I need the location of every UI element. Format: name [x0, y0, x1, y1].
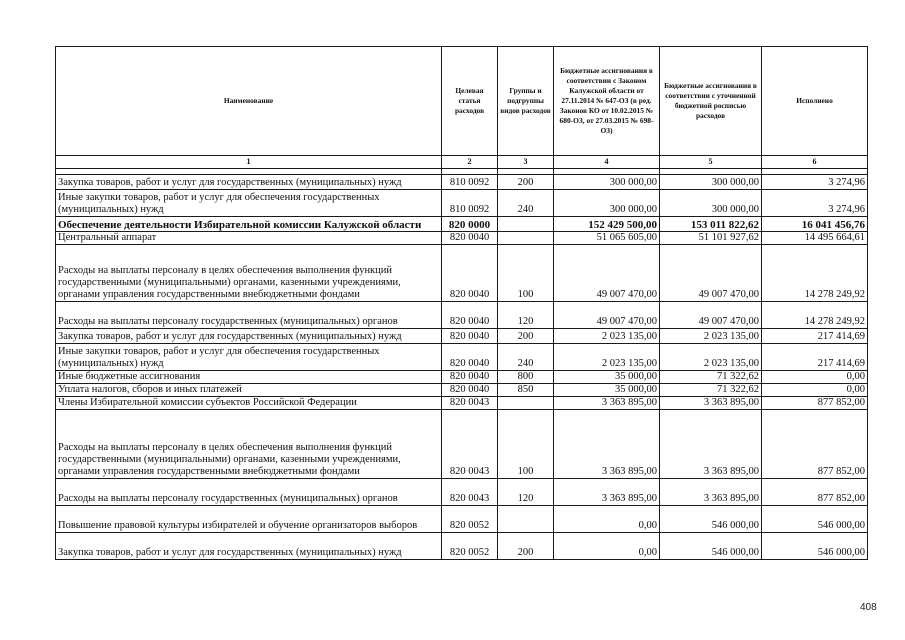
row-refined-allocation: 546 000,00 — [660, 506, 762, 533]
table-row — [56, 302, 868, 329]
budget-table — [55, 46, 868, 560]
table-row — [56, 410, 868, 479]
row-executed: 877 852,00 — [762, 479, 868, 506]
row-expense-group: 850 — [498, 384, 554, 397]
row-expense-group: 100 — [498, 410, 554, 479]
row-target-article: 820 0040 — [442, 245, 498, 302]
row-target-article: 820 0052 — [442, 506, 498, 533]
row-name: Расходы на выплаты персоналу в целях обеспечения выполнения функций государственными (муниципальными) органами, казенными учреждениями, органами управления государственными внебюджетными фондами — [56, 245, 442, 302]
row-name: Расходы на выплаты персоналу государственных (муниципальных) органов — [56, 479, 442, 506]
row-executed: 0,00 — [762, 371, 868, 384]
column-index: 2 — [442, 156, 498, 169]
row-expense-group: 240 — [498, 344, 554, 371]
row-law-allocation: 49 007 470,00 — [554, 302, 660, 329]
row-name: Расходы на выплаты персоналу государственных (муниципальных) органов — [56, 302, 442, 329]
row-law-allocation: 3 363 895,00 — [554, 397, 660, 410]
row-name: Центральный аппарат — [56, 232, 442, 245]
row-target-article: 820 0000 — [442, 217, 498, 232]
header-executed: Исполнено — [762, 47, 868, 156]
row-target-article: 810 0092 — [442, 190, 498, 217]
row-law-allocation: 0,00 — [554, 506, 660, 533]
row-law-allocation: 35 000,00 — [554, 384, 660, 397]
row-name: Уплата налогов, сборов и иных платежей — [56, 384, 442, 397]
table-row — [56, 533, 868, 560]
row-target-article: 820 0040 — [442, 302, 498, 329]
row-name: Закупка товаров, работ и услуг для государственных (муниципальных) нужд — [56, 329, 442, 344]
header-target-article: Целевая статья расходов — [442, 47, 498, 156]
column-index: 1 — [56, 156, 442, 169]
row-law-allocation: 2 023 135,00 — [554, 329, 660, 344]
row-law-allocation: 3 363 895,00 — [554, 410, 660, 479]
row-target-article: 820 0043 — [442, 410, 498, 479]
column-index: 4 — [554, 156, 660, 169]
table-row — [56, 329, 868, 344]
row-law-allocation: 300 000,00 — [554, 175, 660, 190]
header-name: Наименование — [56, 47, 442, 156]
row-executed: 546 000,00 — [762, 506, 868, 533]
column-index: 3 — [498, 156, 554, 169]
row-expense-group: 200 — [498, 533, 554, 560]
row-expense-group — [498, 217, 554, 232]
column-index: 6 — [762, 156, 868, 169]
header-refined-allocations: Бюджетные ассигнования в соответствии с уточненной бюджетной росписью расходов — [660, 47, 762, 156]
row-refined-allocation: 546 000,00 — [660, 533, 762, 560]
row-law-allocation: 2 023 135,00 — [554, 344, 660, 371]
row-target-article: 820 0052 — [442, 533, 498, 560]
row-refined-allocation: 71 322,62 — [660, 384, 762, 397]
row-refined-allocation: 49 007 470,00 — [660, 245, 762, 302]
table-row — [56, 371, 868, 384]
table-row — [56, 506, 868, 533]
row-law-allocation: 0,00 — [554, 533, 660, 560]
row-executed: 0,00 — [762, 384, 868, 397]
row-expense-group: 200 — [498, 175, 554, 190]
row-refined-allocation: 51 101 927,62 — [660, 232, 762, 245]
row-refined-allocation: 300 000,00 — [660, 190, 762, 217]
row-expense-group — [498, 506, 554, 533]
row-expense-group: 800 — [498, 371, 554, 384]
row-law-allocation: 35 000,00 — [554, 371, 660, 384]
row-law-allocation: 152 429 500,00 — [554, 217, 660, 232]
row-expense-group: 120 — [498, 302, 554, 329]
row-law-allocation: 51 065 605,00 — [554, 232, 660, 245]
table-row — [56, 479, 868, 506]
row-target-article: 820 0040 — [442, 329, 498, 344]
row-executed: 546 000,00 — [762, 533, 868, 560]
row-name: Иные бюджетные ассигнования — [56, 371, 442, 384]
row-executed: 3 274,96 — [762, 190, 868, 217]
row-executed: 877 852,00 — [762, 397, 868, 410]
table-row — [56, 344, 868, 371]
row-executed: 16 041 456,76 — [762, 217, 868, 232]
header-expense-group: Группы и подгруппы видов расходов — [498, 47, 554, 156]
row-name: Обеспечение деятельности Избирательной комиссии Калужской области — [56, 217, 442, 232]
table-row — [56, 175, 868, 190]
row-executed: 3 274,96 — [762, 175, 868, 190]
row-expense-group: 100 — [498, 245, 554, 302]
row-refined-allocation: 2 023 135,00 — [660, 329, 762, 344]
row-refined-allocation: 3 363 895,00 — [660, 479, 762, 506]
row-name: Повышение правовой культуры избирателей и обучение организаторов выборов — [56, 506, 442, 533]
table-row — [56, 245, 868, 302]
row-target-article: 820 0040 — [442, 344, 498, 371]
row-refined-allocation: 71 322,62 — [660, 371, 762, 384]
header-row — [56, 47, 868, 156]
row-expense-group: 200 — [498, 329, 554, 344]
row-expense-group: 120 — [498, 479, 554, 506]
page-number: 408 — [860, 602, 877, 613]
row-name: Расходы на выплаты персоналу в целях обеспечения выполнения функций государственными (муниципальными) органами, казенными учреждениями, органами управления государственными внебюджетными фондами — [56, 410, 442, 479]
row-executed: 217 414,69 — [762, 329, 868, 344]
column-index: 5 — [660, 156, 762, 169]
row-target-article: 810 0092 — [442, 175, 498, 190]
row-law-allocation: 300 000,00 — [554, 190, 660, 217]
row-refined-allocation: 153 011 822,62 — [660, 217, 762, 232]
row-executed: 14 495 664,61 — [762, 232, 868, 245]
row-refined-allocation: 300 000,00 — [660, 175, 762, 190]
row-executed: 877 852,00 — [762, 410, 868, 479]
row-name: Закупка товаров, работ и услуг для государственных (муниципальных) нужд — [56, 533, 442, 560]
row-executed: 217 414,69 — [762, 344, 868, 371]
table-row — [56, 384, 868, 397]
row-refined-allocation: 2 023 135,00 — [660, 344, 762, 371]
row-expense-group: 240 — [498, 190, 554, 217]
header-law-allocations: Бюджетные ассигнования в соответствии с Законом Калужской области от 27.11.2014 № 647-ОЗ (в ред. Законов КО от 10.02.2015 № 680-ОЗ, от 27.03.2015 № 698-ОЗ) — [554, 47, 660, 156]
row-executed: 14 278 249,92 — [762, 245, 868, 302]
row-expense-group — [498, 397, 554, 410]
table-row — [56, 232, 868, 245]
row-name: Закупка товаров, работ и услуг для государственных (муниципальных) нужд — [56, 175, 442, 190]
row-target-article: 820 0040 — [442, 232, 498, 245]
row-refined-allocation: 3 363 895,00 — [660, 410, 762, 479]
row-name: Иные закупки товаров, работ и услуг для обеспечения государственных (муниципальных) нужд — [56, 344, 442, 371]
table-row — [56, 190, 868, 217]
row-law-allocation: 3 363 895,00 — [554, 479, 660, 506]
table-row — [56, 217, 868, 232]
row-executed: 14 278 249,92 — [762, 302, 868, 329]
row-expense-group — [498, 232, 554, 245]
row-target-article: 820 0040 — [442, 371, 498, 384]
column-index-row — [56, 156, 868, 169]
row-law-allocation: 49 007 470,00 — [554, 245, 660, 302]
row-name: Члены Избирательной комиссии субъектов Российской Федерации — [56, 397, 442, 410]
row-target-article: 820 0043 — [442, 397, 498, 410]
table-row — [56, 397, 868, 410]
row-name: Иные закупки товаров, работ и услуг для обеспечения государственных (муниципальных) нужд — [56, 190, 442, 217]
row-refined-allocation: 49 007 470,00 — [660, 302, 762, 329]
row-target-article: 820 0043 — [442, 479, 498, 506]
row-refined-allocation: 3 363 895,00 — [660, 397, 762, 410]
row-target-article: 820 0040 — [442, 384, 498, 397]
